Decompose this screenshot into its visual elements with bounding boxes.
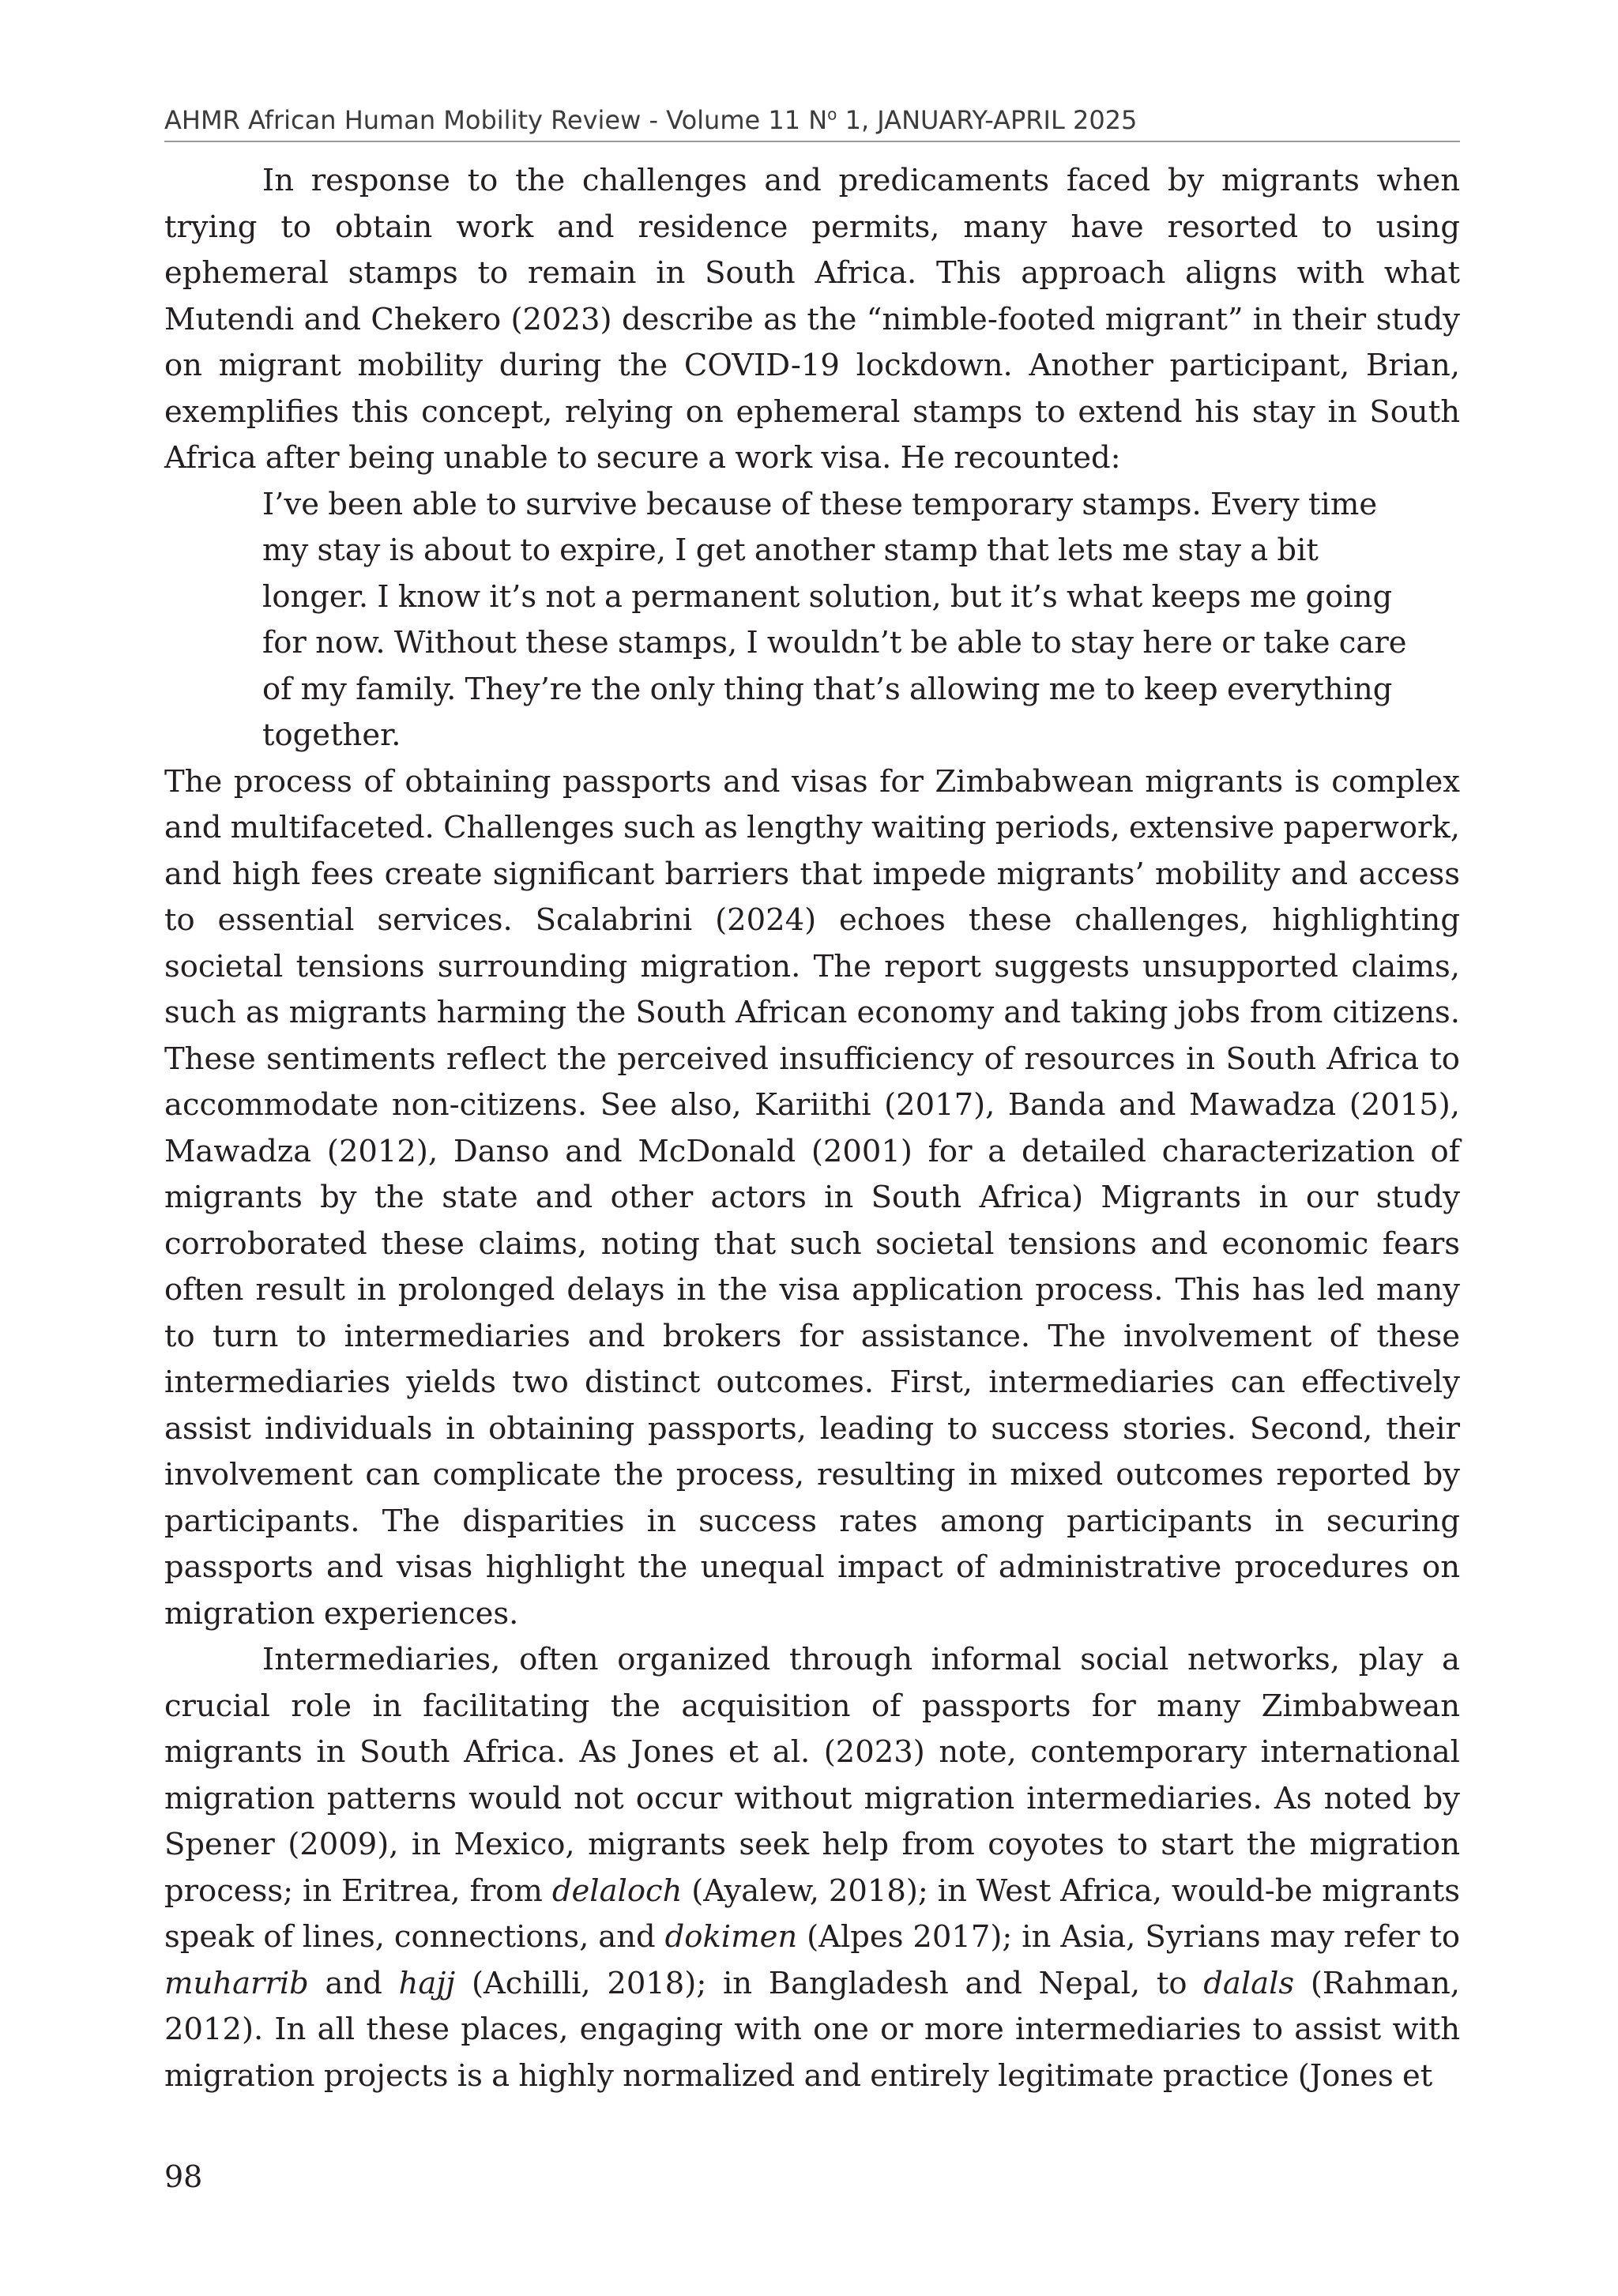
paragraph-3-text: (Ayalew, 2018); in West Africa, would-be migrants speak of lines, connections, and <box>164 1873 1460 1955</box>
paragraph-2: The process of obtaining passports and visas for Zimbabwean migrants is complex and multifaceted. Challenges such as lengthy waiting periods, extensive paperwork, and high fees create significant barriers that impede migrants’ mobility and access to essential services. Scalabrini (2024) echoes these challenges, highlighting societal tensions surrounding migration. The report suggests unsupported claims, such as migrants harming the South African economy and taking jobs from citizens. These sentiments reflect the perceived insufficiency of resources in South Africa to accommodate non-citizens. See also, Kariithi (2017), Banda and Mawadza (2015), Mawadza (2012), Danso and McDonald (2001) for a detailed characterization of migrants by the state and other actors in South Africa) Migrants in our study corroborated these claims, noting that such societal tensions and economic fears often result in prolonged delays in the visa application process. This has led many to turn to intermediaries and brokers for assistance. The involvement of these intermediaries yields two distinct outcomes. First, intermediaries can effectively assist individuals in obtaining passports, leading to success stories. Second, their involvement can complicate the process, resulting in mixed outcomes reported by participants. The disparities in success rates among participants in securing passports and visas highlight the unequal impact of administrative procedures on migration experiences. <box>164 763 1460 1632</box>
paragraph-3-text: (Rahman, 2012). In all these places, engaging with one or more intermediaries to assist with migration projects is a highly normalized and entirely legitimate practice (Jones et <box>164 1965 1460 2094</box>
italic-term: dalals <box>1203 1965 1295 2001</box>
italic-term: delaloch <box>551 1873 683 1909</box>
running-header <box>164 103 1460 142</box>
paragraph-3-text: and <box>308 1965 399 2001</box>
running-header-text-end: 1, JANUARY-APRIL 2025 <box>837 105 1138 135</box>
paragraph-3-text: (Alpes 2017); in Asia, Syrians may refer to <box>797 1919 1460 1955</box>
italic-term: dokimen <box>664 1919 798 1955</box>
article-body <box>164 158 1460 2099</box>
running-header-superscript: o <box>827 104 837 124</box>
paragraph-3-text: (Achilli, 2018); in Bangladesh and Nepal, to <box>455 1965 1204 2001</box>
running-header-text: AHMR African Human Mobility Review - Volume 11 N <box>164 105 828 135</box>
block-quote: I’ve been able to survive because of these temporary stamps. Every time my stay is about to expire, I get another stamp that lets me stay a bit longer. I know it’s not a permanent solution, but it’s what keeps me going for now. Without these stamps, I wouldn’t be able to stay here or take care of my family. They’re the only thing that’s allowing me to keep everything together. <box>262 486 1407 753</box>
paragraph-3-text: Intermediaries, often organized through informal social networks, play a crucial role in facilitating the acquisition of passports for many Zimbabwean migrants in South Africa. As Jones et al. (2023) note, contemporary international migration patterns would not occur without migration intermediaries. As noted by Spener (2009), in Mexico, migrants seek help from coyotes to start the migration process; in Eritrea, from <box>164 1642 1460 1909</box>
italic-term: hajj <box>398 1965 456 2001</box>
paragraph-1: In response to the challenges and predicaments faced by migrants when trying to obtain work and residence permits, many have resorted to using ephemeral stamps to remain in South Africa. This approach aligns with what Mutendi and Chekero (2023) describe as the “nimble-footed migrant” in their study on migrant mobility during the COVID-19 lockdown. Another participant, Brian, exemplifies this concept, relying on ephemeral stamps to extend his stay in South Africa after being unable to secure a work visa. He recounted: <box>164 163 1460 476</box>
page-number: 98 <box>164 2159 203 2194</box>
paragraph-3 <box>164 1637 1460 2099</box>
italic-term: muharrib <box>164 1965 309 2001</box>
